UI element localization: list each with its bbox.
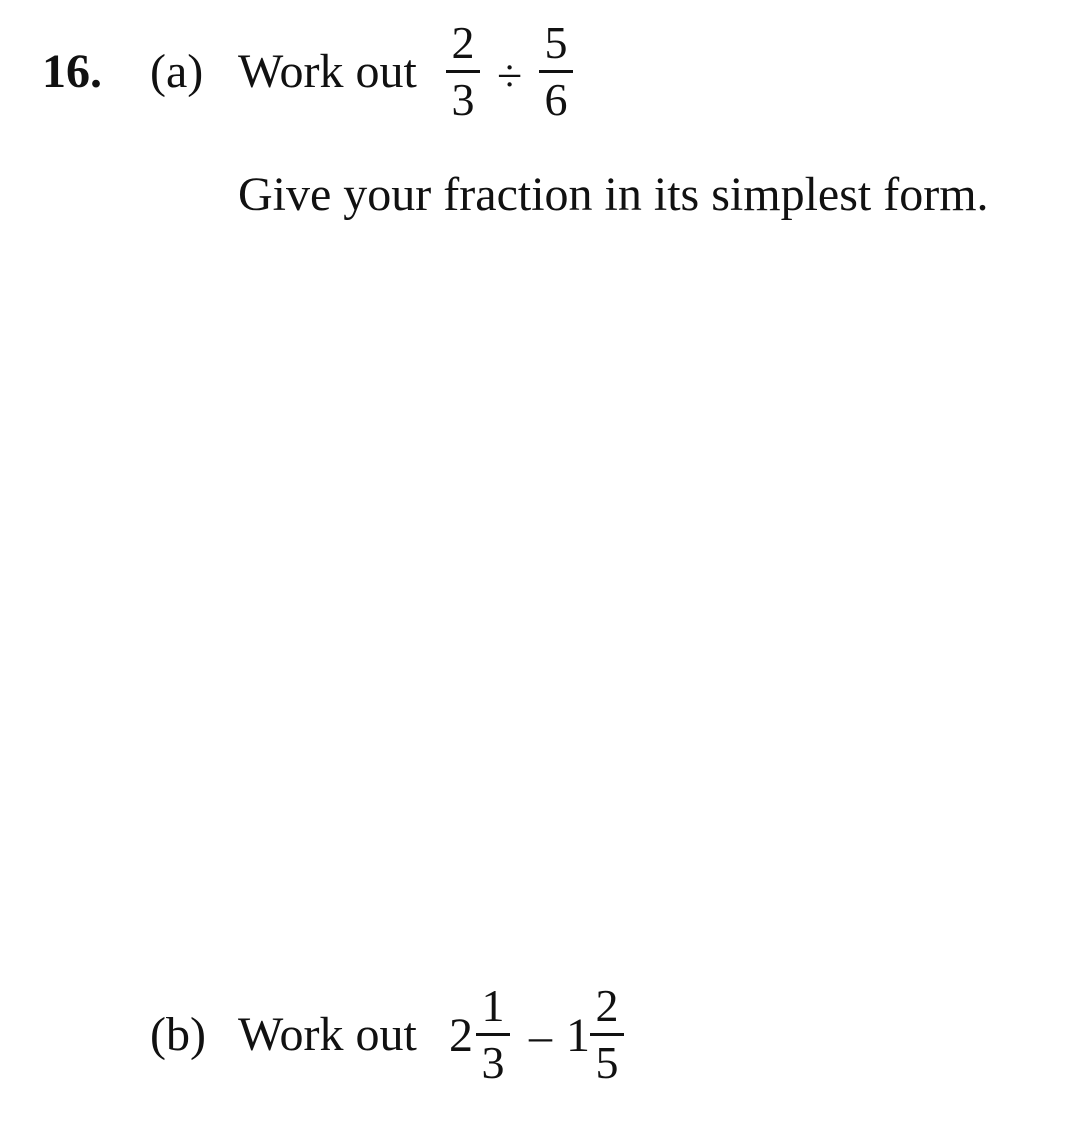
part-b-fraction-2 — [590, 980, 624, 1088]
fraction-bar — [446, 70, 480, 73]
mixed-number-whole-2: 1 — [566, 1009, 590, 1062]
part-a-fraction-1 — [446, 17, 480, 125]
fraction-numerator: 5 — [544, 17, 568, 68]
fraction-denominator: 3 — [481, 1037, 505, 1088]
part-a-instruction: Work out — [238, 45, 417, 98]
divide-operator: ÷ — [497, 50, 523, 101]
fraction-bar — [476, 1033, 510, 1036]
fraction-numerator: 2 — [451, 17, 475, 68]
fraction-bar — [590, 1033, 624, 1036]
part-a-label: (a) — [150, 45, 204, 98]
fraction-denominator: 3 — [451, 74, 475, 125]
part-a-fraction-2 — [539, 17, 573, 125]
question-number: 16. — [42, 45, 102, 98]
fraction-bar — [539, 70, 573, 73]
part-b-instruction: Work out — [238, 1008, 417, 1061]
minus-operator: – — [529, 1010, 552, 1061]
mixed-number-whole-1: 2 — [449, 1009, 473, 1062]
part-b-fraction-1 — [476, 980, 510, 1088]
fraction-denominator: 5 — [595, 1037, 619, 1088]
part-b-label: (b) — [150, 1008, 206, 1061]
part-a-note: Give your fraction in its simplest form. — [238, 168, 989, 221]
fraction-denominator: 6 — [544, 74, 568, 125]
fraction-numerator: 2 — [595, 980, 619, 1031]
fraction-numerator: 1 — [481, 980, 505, 1031]
